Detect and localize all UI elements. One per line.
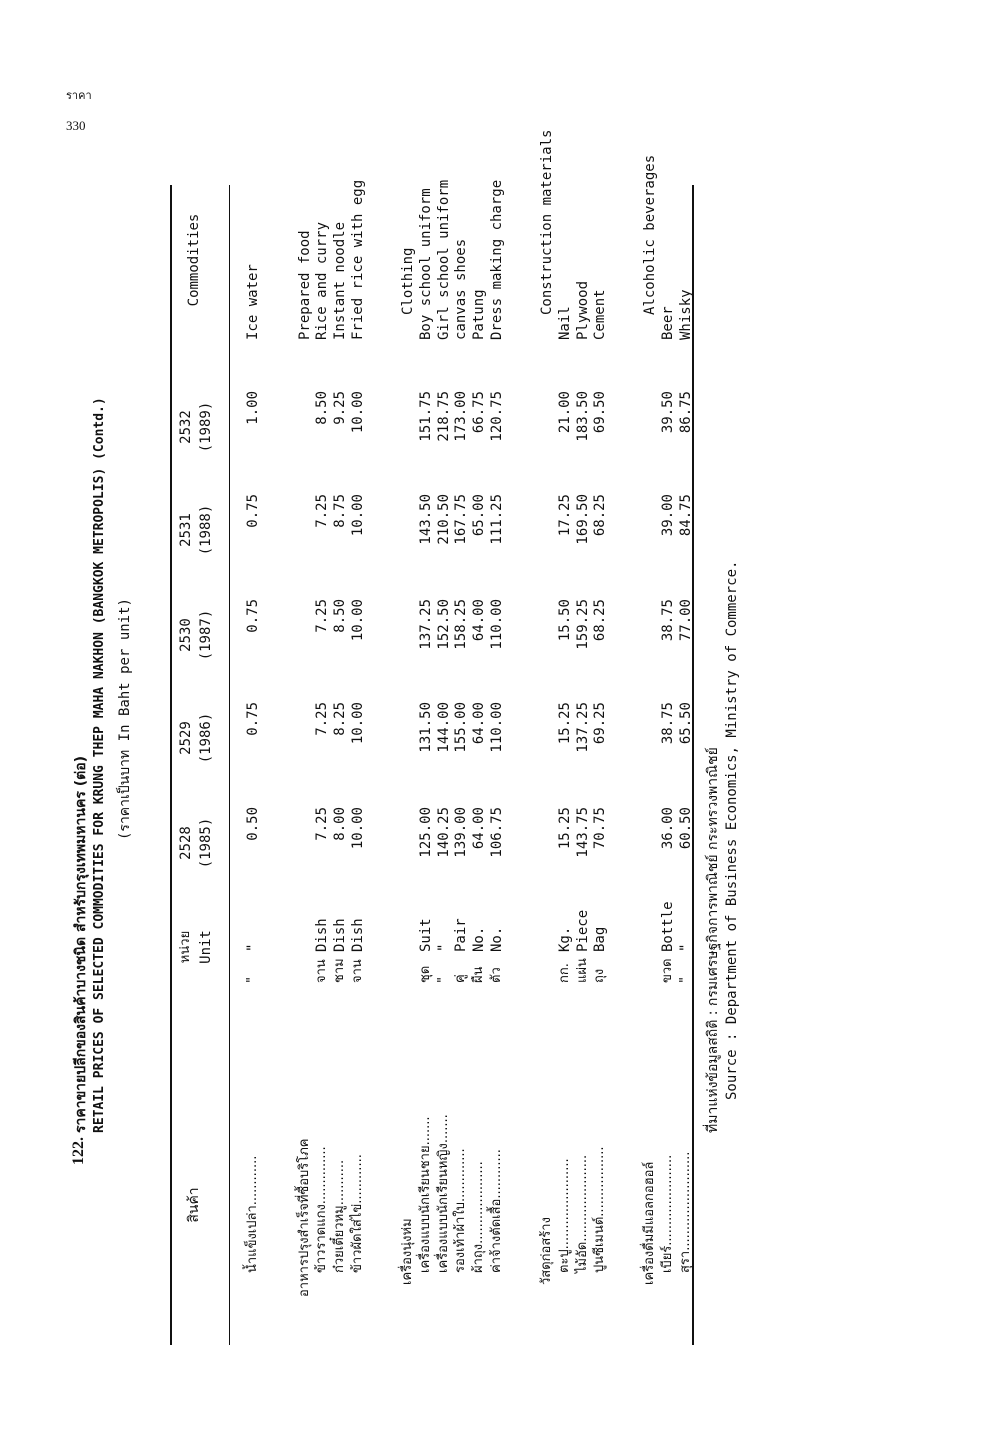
price-cell: 68.25 — [592, 494, 609, 537]
price-cell: 111.25 — [488, 494, 505, 545]
price-cell: 10.00 — [350, 494, 367, 537]
unit-english: Bottle — [660, 901, 677, 952]
unit-english: Dish — [314, 918, 331, 952]
unit-english: Piece — [574, 909, 591, 952]
price-cell: 143.75 — [574, 807, 591, 858]
commodity-thai: วัสดุก่อสร้าง — [539, 1217, 555, 1285]
commodity-english: Whisky — [678, 289, 694, 340]
price-cell: 36.00 — [660, 807, 677, 850]
commodity-thai: เครื่องแบบนักเรียนชาย....... — [417, 1116, 433, 1273]
unit-thai: กก. — [556, 963, 572, 983]
unit-thai: คู่ — [453, 974, 469, 983]
header-year-2529: 2529 (1986) — [178, 712, 214, 764]
price-cell: 64.00 — [471, 599, 488, 642]
source-english: Source : Department of Business Economics, Ministry of Commerce. — [724, 560, 740, 1100]
commodity-thai: รองเท้าผ้าใบ............. — [453, 1148, 469, 1273]
price-cell: 21.00 — [556, 391, 573, 434]
price-cell: 69.25 — [592, 702, 609, 745]
price-cell: 173.00 — [453, 391, 470, 442]
price-cell: 10.00 — [350, 599, 367, 642]
commodity-thai: เครื่องดื่มมีแอลกอฮอล์ — [642, 1161, 658, 1285]
unit-english: Bag — [592, 926, 609, 952]
commodity-english: Fried rice with egg — [350, 179, 367, 340]
unit-thai: ขวด — [660, 958, 676, 983]
header-unit-thai: หน่วย — [178, 930, 193, 964]
price-cell: 0.75 — [245, 599, 261, 633]
table-title-thai: ราคาขายปลีกของสินค้าบางชนิด สำหรับกรุงเทพมหานคร (ต่อ) — [73, 755, 89, 1133]
unit-thai: ผืน — [471, 966, 487, 983]
unit-english: No. — [488, 926, 505, 952]
unit-thai: จาน — [350, 959, 366, 983]
price-cell: 0.50 — [245, 807, 261, 841]
price-cell: 110.00 — [488, 702, 505, 753]
unit-thai: ตัว — [488, 967, 504, 983]
table-number: 122. — [70, 1137, 87, 1165]
header-rule — [229, 185, 230, 1345]
commodity-thai: ปูนซีเมนต์................. — [592, 1146, 608, 1273]
price-cell: 131.50 — [417, 702, 434, 753]
price-cell: 86.75 — [678, 391, 694, 434]
price-cell: 39.50 — [660, 391, 677, 434]
price-cell: 64.00 — [471, 702, 488, 745]
unit-thai: " — [435, 977, 451, 983]
commodity-thai: เบียร์...................... — [660, 1154, 676, 1273]
unit-english: Dish — [332, 918, 349, 952]
unit-english: " — [678, 943, 694, 952]
commodity-thai: สุรา........................ — [678, 1151, 693, 1273]
price-cell: 8.00 — [332, 807, 349, 841]
price-cell: 7.25 — [314, 599, 331, 633]
price-cell: 8.25 — [332, 702, 349, 736]
commodity-english: Girl school uniform — [435, 179, 452, 340]
price-cell: 143.50 — [417, 494, 434, 545]
commodity-thai: อาหารปรุงสำเร็จที่ซื้อบริโภค — [296, 1138, 312, 1297]
table-row — [486, 179, 508, 1345]
price-cell: 10.00 — [350, 807, 367, 850]
price-cell: 60.50 — [678, 807, 694, 850]
price-cell: 7.25 — [314, 702, 331, 736]
unit-thai: " — [678, 977, 693, 983]
rotated-table — [70, 129, 740, 1345]
table-row — [347, 179, 369, 1345]
price-cell: 8.50 — [332, 599, 349, 633]
table-row — [242, 185, 264, 1345]
price-cell: 137.25 — [574, 702, 591, 753]
price-cell: 69.50 — [592, 391, 609, 434]
price-cell: 139.00 — [453, 807, 470, 858]
page-number: 330 — [66, 118, 86, 133]
unit-thai: แผ่น — [574, 958, 590, 983]
price-cell: 9.25 — [332, 391, 349, 425]
price-cell: 0.75 — [245, 494, 261, 528]
price-cell: 110.00 — [488, 599, 505, 650]
header-commodities-english: Commodities — [186, 213, 202, 307]
commodity-english: Instant noodle — [332, 221, 349, 340]
commodity-english: Rice and curry — [314, 221, 331, 340]
price-cell: 68.25 — [592, 599, 609, 642]
price-cell: 66.75 — [471, 391, 488, 434]
price-cell: 15.25 — [556, 702, 573, 745]
commodity-thai: ผ้าถุง.................... — [471, 1161, 487, 1273]
header-commodity-thai: สินค้า — [186, 1187, 202, 1223]
price-cell: 38.75 — [660, 599, 677, 642]
commodity-english: Patung — [471, 289, 488, 340]
price-cell: 151.75 — [417, 391, 434, 442]
header-year-2530: 2530 (1987) — [178, 609, 214, 661]
price-cell: 38.75 — [660, 702, 677, 745]
unit-thai: ชาม — [332, 958, 348, 983]
commodity-english: Boy school uniform — [417, 188, 434, 340]
price-cell: 65.00 — [471, 494, 488, 537]
commodity-thai: ก๋วยเตี๋ยวหมู........... — [332, 1159, 348, 1273]
commodity-thai: ข้าวผัดใส่ไข่............ — [350, 1154, 366, 1273]
price-cell: 77.00 — [678, 599, 694, 642]
price-cell: 70.75 — [592, 807, 609, 850]
commodity-english: Clothing — [400, 247, 417, 315]
price-cell: 155.00 — [453, 702, 470, 753]
commodity-english: canvas shoes — [453, 238, 470, 340]
unit-thai: จาน — [314, 959, 330, 983]
commodity-thai: ค่าจ้างตัดเสื้อ............ — [488, 1149, 504, 1273]
header-year-2532: 2532 (1989) — [178, 401, 214, 453]
source-thai: ที่มาแห่งข้อมูลสถิติ : กรมเศรษฐกิจการพาณิชย์ กระทรวงพาณิชย์ — [705, 747, 721, 1133]
price-cell: 144.00 — [435, 702, 452, 753]
commodity-thai: ตะปู...................... — [556, 1158, 572, 1273]
price-cell: 7.25 — [314, 494, 331, 528]
commodity-thai: ข้าวราดแกง.............. — [314, 1146, 330, 1273]
price-cell: 210.50 — [435, 494, 452, 545]
commodity-thai: ไม้อัด..................... — [574, 1154, 590, 1273]
commodity-english: Beer — [660, 306, 677, 340]
header-unit-english: Unit — [198, 930, 214, 964]
price-cell: 120.75 — [488, 391, 505, 442]
commodity-english: Cement — [592, 289, 609, 340]
unit-english: Kg. — [556, 926, 573, 952]
price-cell: 15.50 — [556, 599, 573, 642]
unit-english: Suit — [417, 918, 434, 952]
header-unit — [176, 907, 216, 987]
header-year-2531: 2531 (1988) — [178, 504, 214, 556]
commodity-thai: น้ำแข็งเปล่า............ — [245, 1155, 260, 1273]
price-cell: 10.00 — [350, 391, 367, 434]
unit-note: (ราคาเป็นบาท In Baht per unit) — [117, 598, 133, 840]
price-cell: 152.50 — [435, 599, 452, 650]
top-rule — [170, 185, 172, 1345]
unit-english: " — [435, 943, 452, 952]
price-cell: 167.75 — [453, 494, 470, 545]
commodity-english: Plywood — [574, 280, 591, 340]
price-cell: 0.75 — [245, 702, 261, 736]
price-cell: 1.00 — [245, 391, 261, 425]
price-cell: 39.00 — [660, 494, 677, 537]
price-cell: 65.50 — [678, 702, 694, 745]
price-cell: 158.25 — [453, 599, 470, 650]
table-row — [589, 185, 611, 1345]
header-year-2528: 2528 (1985) — [178, 817, 214, 869]
unit-thai: ถุง — [592, 968, 608, 983]
unit-thai: ชุด — [417, 965, 433, 983]
price-cell: 125.00 — [417, 807, 434, 858]
commodity-english: Prepared food — [296, 230, 313, 340]
commodity-english: Nail — [556, 306, 573, 340]
price-cell: 169.50 — [574, 494, 591, 545]
commodity-thai: เครื่องนุ่งห่ม — [400, 1218, 416, 1285]
price-cell: 159.25 — [574, 599, 591, 650]
unit-english: " — [245, 943, 261, 952]
price-cell: 137.25 — [417, 599, 434, 650]
price-cell: 8.75 — [332, 494, 349, 528]
price-cell: 17.25 — [556, 494, 573, 537]
price-cell: 7.25 — [314, 807, 331, 841]
unit-english: Pair — [453, 918, 470, 952]
commodity-thai: เครื่องแบบนักเรียนหญิง....... — [435, 1114, 451, 1273]
commodity-english: Dress making charge — [488, 179, 505, 340]
price-cell: 106.75 — [488, 807, 505, 858]
price-cell: 15.25 — [556, 807, 573, 850]
price-cell: 218.75 — [435, 391, 452, 442]
commodity-english: Ice water — [245, 264, 261, 340]
price-cell: 84.75 — [678, 494, 694, 537]
price-cell: 8.50 — [314, 391, 331, 425]
commodity-english: Construction materials — [539, 129, 556, 315]
page-section-label: ราคา — [66, 90, 92, 102]
price-cell: 140.25 — [435, 807, 452, 858]
unit-english: Dish — [350, 918, 367, 952]
price-cell: 183.50 — [574, 391, 591, 442]
table-title-english: RETAIL PRICES OF SELECTED COMMODITIES FOR KRUNG THEP MAHA NAKHON (BANGKOK METROPOLIS) (Contd.) — [92, 397, 107, 1133]
commodity-english: Alcoholic beverages — [642, 154, 659, 315]
bottom-rule — [692, 185, 694, 1345]
price-cell: 10.00 — [350, 702, 367, 745]
unit-thai: " — [245, 977, 260, 983]
unit-english: No. — [471, 926, 488, 952]
price-cell: 64.00 — [471, 807, 488, 850]
